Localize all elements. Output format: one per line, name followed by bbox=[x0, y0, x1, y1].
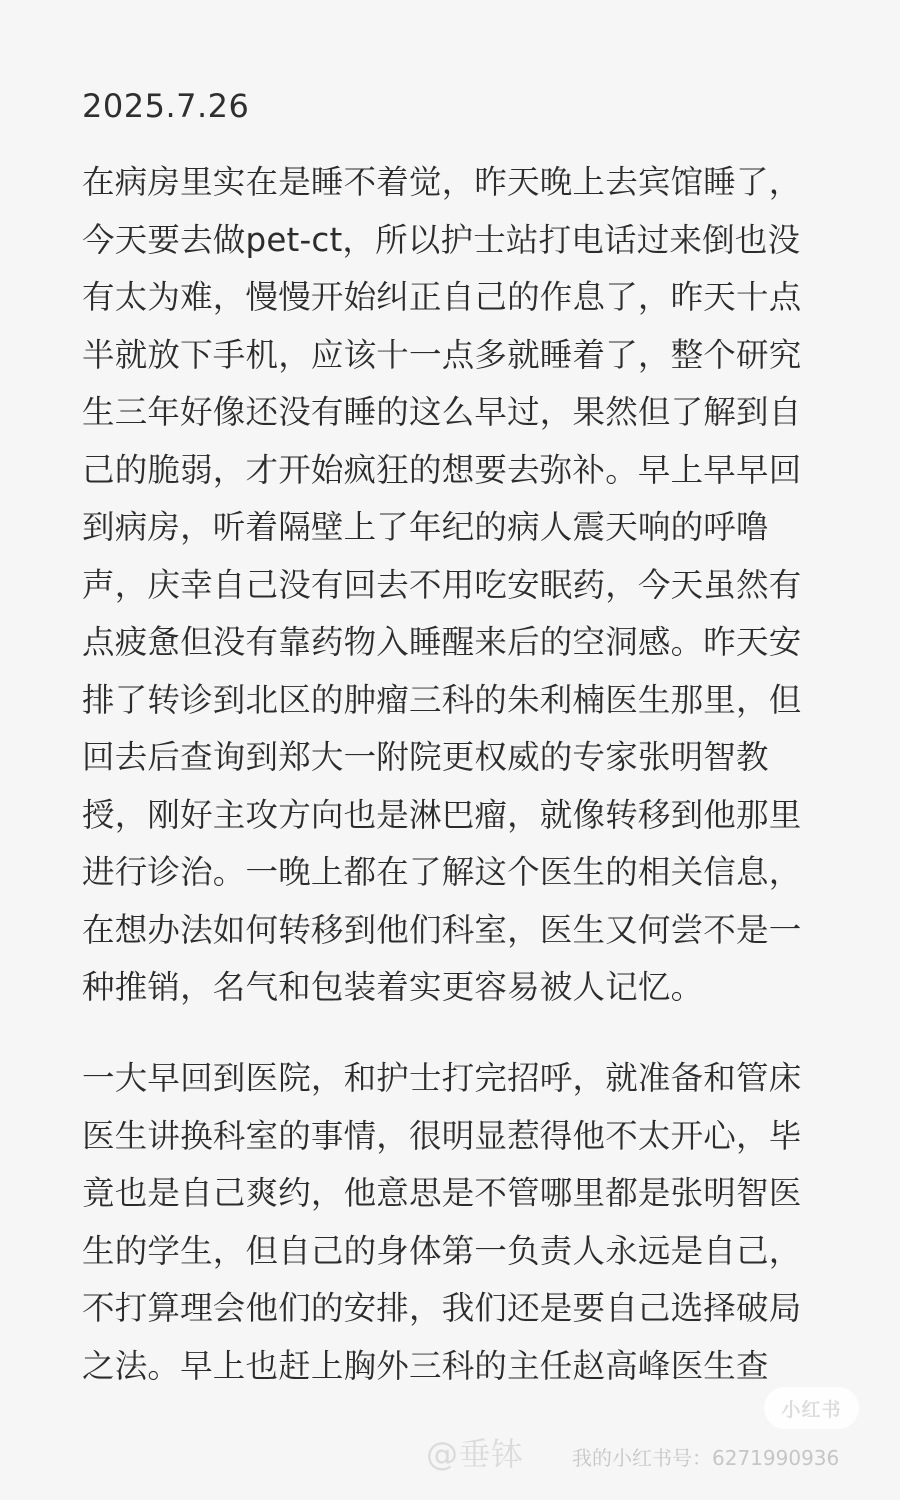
post-paragraph-2: 一大早回到医院，和护士打完招呼，就准备和管床医生讲换科室的事情，很明显惹得他不太开心，毕竟也是自己爽约，他意思是不管哪里都是张明智医生的学生，但自己的身体第一负责人永远是自己，不打算理会他们的安排，我们还是要自己选择破局之法。早上也赶上胸外三科的主任赵高峰医生查 bbox=[82, 1059, 802, 1385]
user-id-watermark: 我的小红书号：6271990936 bbox=[572, 1446, 840, 1470]
xiaohongshu-logo-watermark: 小红书 bbox=[764, 1387, 859, 1429]
author-watermark: @垂钵 bbox=[426, 1435, 524, 1473]
post-paragraph-1: 在病房里实在是睡不着觉，昨天晚上去宾馆睡了，今天要去做pet-ct，所以护士站打电话过来倒也没有太为难，慢慢开始纠正自己的作息了，昨天十点半就放下手机，应该十一点多就睡着了，整个研究生三年好像还没有睡的这么早过，果然但了解到自己的脆弱，才开始疯狂的想要去弥补。早上早早回到病房，听着隔壁上了年纪的病人震天响的呼噜声，庆幸自己没有回去不用吃安眠药，今天虽然有点疲惫但没有靠药物入睡醒来后的空洞感。昨天安排了转诊到北区的肿瘤三科的朱利楠医生那里，但回去后查询到郑大一附院更权威的专家张明智教授，刚好主攻方向也是淋巴瘤，就像转移到他那里进行诊治。一晚上都在了解这个医生的相关信息，在想办法如何转移到他们科室，医生又何尝不是一种推销，名气和包装着实更容易被人记忆。 bbox=[82, 163, 802, 1006]
post-date: 2025.7.26 bbox=[82, 87, 250, 125]
post-body bbox=[82, 154, 832, 1400]
